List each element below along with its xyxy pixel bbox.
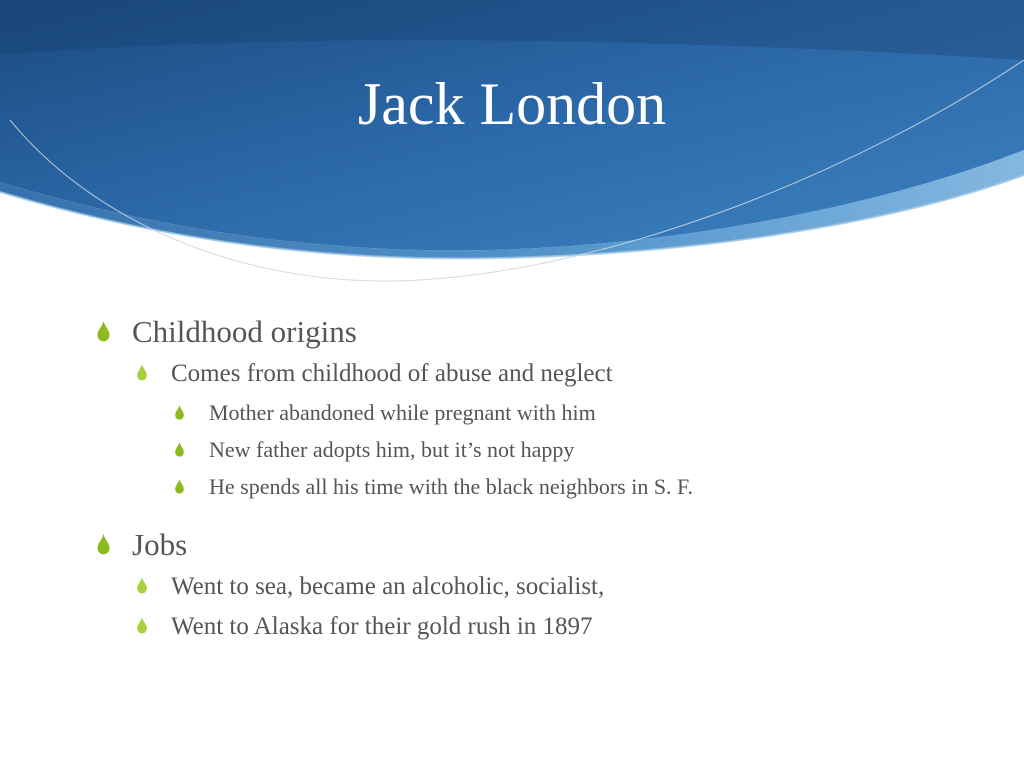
bullet-level2-item [136, 607, 996, 647]
slide-title: Jack London [357, 71, 667, 137]
bullet-level1-jobs [96, 523, 996, 567]
droplet-icon [174, 442, 209, 457]
header-wave-background [0, 0, 1024, 300]
bullet-level2-item [136, 567, 996, 607]
bullet-level2-item [136, 354, 996, 394]
bullet-text: Comes from childhood of abuse and neglect [171, 360, 613, 387]
bullet-text: Childhood origins [132, 314, 357, 349]
bullet-list [96, 310, 996, 647]
bullet-text: Mother abandoned while pregnant with him [209, 400, 596, 425]
droplet-icon [136, 577, 171, 594]
droplet-icon [96, 321, 132, 342]
bullet-level3-item [174, 431, 996, 468]
droplet-icon [136, 364, 171, 381]
droplet-icon [136, 617, 171, 634]
bullet-text: Went to sea, became an alcoholic, socialist, [171, 573, 605, 600]
bullet-text: He spends all his time with the black neighbors in S. F. [209, 474, 694, 499]
bullet-text: New father adopts him, but it’s not happy [209, 437, 575, 462]
droplet-icon [174, 479, 209, 494]
bullet-level3-item [174, 468, 996, 505]
droplet-icon [174, 405, 209, 420]
bullet-text: Went to Alaska for their gold rush in 1897 [171, 613, 593, 640]
bullet-text: Jobs [132, 527, 188, 562]
bullet-level1-childhood [96, 310, 996, 354]
bullet-level3-item [174, 394, 996, 431]
section-gap [96, 505, 996, 523]
droplet-icon [96, 534, 132, 555]
